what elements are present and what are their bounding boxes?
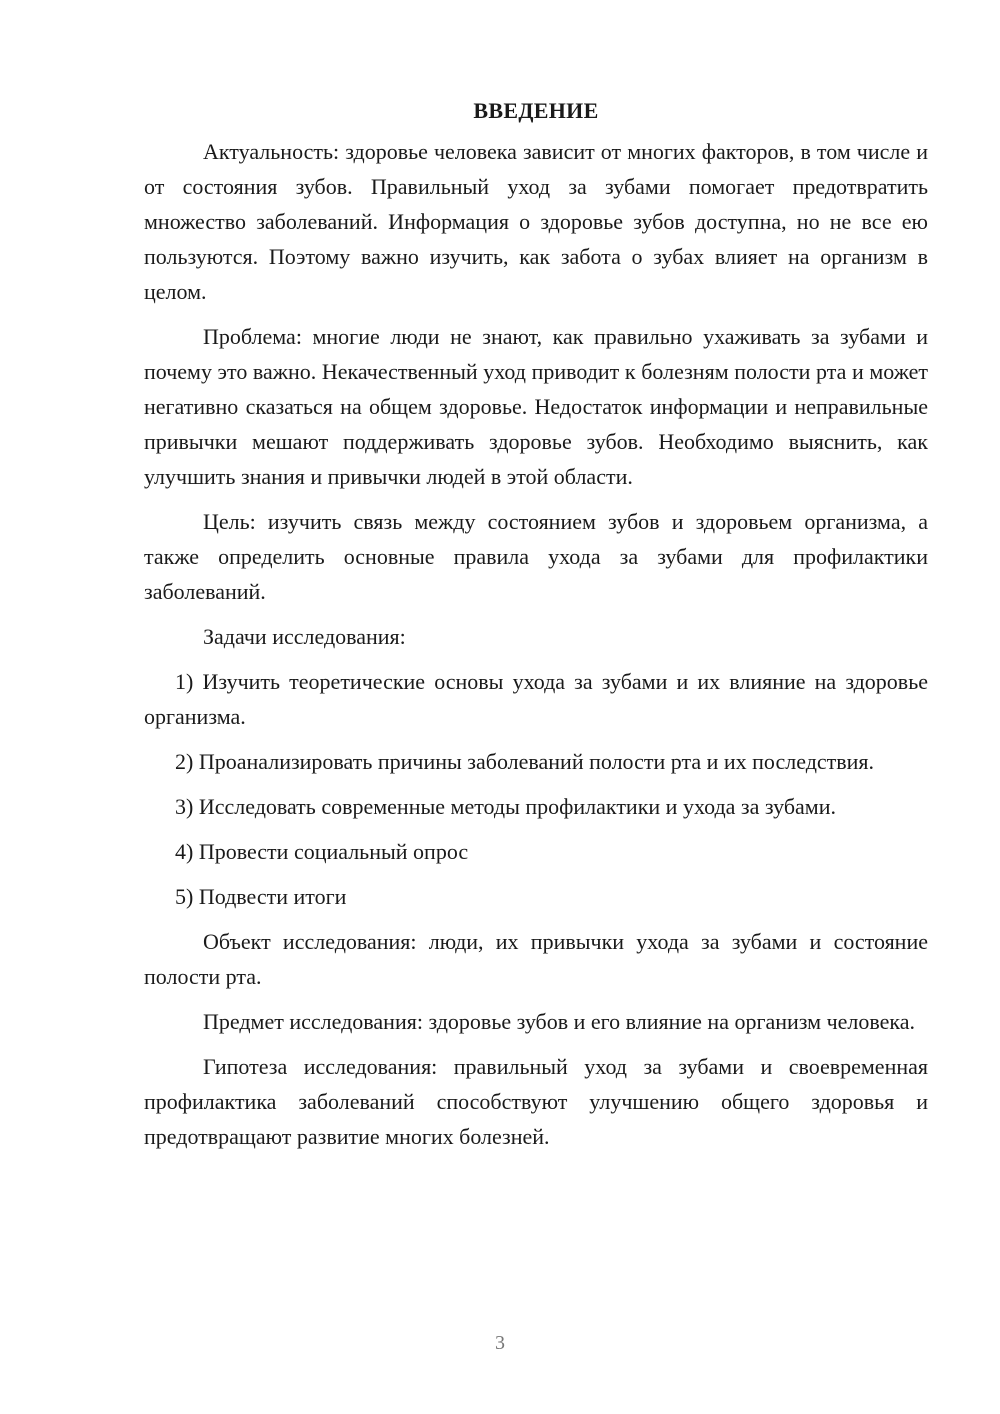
tasks-heading: Задачи исследования: <box>203 624 406 649</box>
task-item-2: 2) Проанализировать причины заболеваний полости рта и их последствия. <box>175 749 875 774</box>
page-number: 3 <box>495 1332 505 1354</box>
document-page <box>144 96 928 1164</box>
task-item-4: 4) Провести социальный опрос <box>175 839 469 864</box>
paragraph-relevance: Актуальность: здоровье человека зависит от многих факторов, в том числе и от состояния зубов. Правильный уход за зубами помогает предотвратить множество заболеваний. Информация о здоровье зубов доступна, но не все ею пользуются. Поэтому важно изучить, как забота о зубах влияет на организм в целом. <box>144 139 928 304</box>
paragraph-goal: Цель: изучить связь между состоянием зубов и здоровьем организма, а также определить основные правила ухода за зубами для профилактики заболеваний. <box>144 509 928 604</box>
paragraph-hypothesis: Гипотеза исследования: правильный уход за зубами и своевременная профилактика заболеваний способствуют улучшению общего здоровья и предотвращают развитие многих болезней. <box>144 1054 928 1149</box>
task-item-3: 3) Исследовать современные методы профилактики и ухода за зубами. <box>175 794 836 819</box>
paragraph-subject: Предмет исследования: здоровье зубов и его влияние на организм человека. <box>203 1009 916 1034</box>
paragraph-problem: Проблема: многие люди не знают, как правильно ухаживать за зубами и почему это важно. Некачественный уход приводит к болезням полости рта и может негативно сказаться на общем здоровье. Недостаток информации и неправильные привычки мешают поддерживать здоровье зубов. Необходимо выяснить, как улучшить знания и привычки людей в этой области. <box>144 324 928 489</box>
task-item-5: 5) Подвести итоги <box>175 884 347 909</box>
paragraph-object: Объект исследования: люди, их привычки ухода за зубами и состояние полости рта. <box>144 929 928 989</box>
section-title: ВВЕДЕНИЕ <box>473 98 599 123</box>
task-item-1: 1) Изучить теоретические основы ухода за зубами и их влияние на здоровье организма. <box>144 669 928 729</box>
